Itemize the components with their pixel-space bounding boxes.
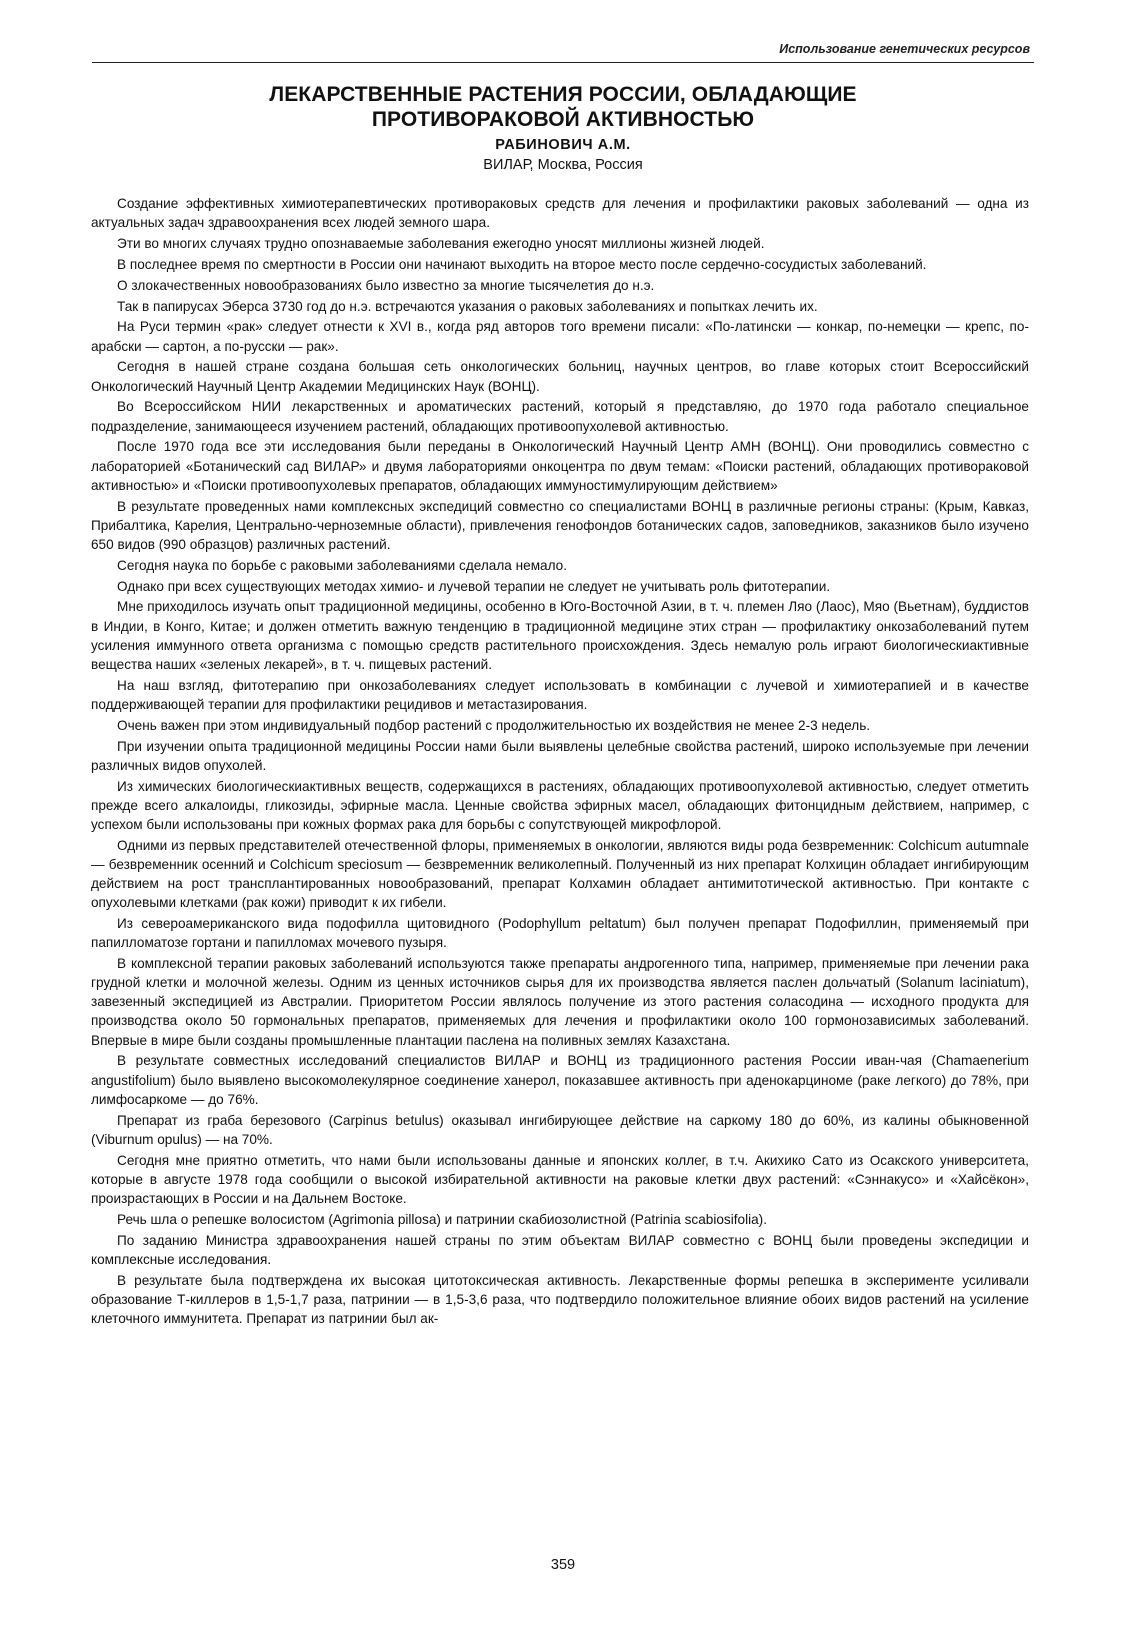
paragraph: Сегодня мне приятно отметить, что нами были использованы данные и японских коллег, в т.ч. Акихико Сато из Осакского университета, которые в августе 1978 года сообщили о высокой избирательной активности на раковые клетки двух растений: «Сэннакусо» и «Хайсёкон», произрастающих в России и на Дальнем Востоке. xyxy=(91,1152,1029,1206)
page-number: 359 xyxy=(550,1557,576,1573)
paragraph: Из североамериканского вида подофилла щитовидного (Podophyllum peltatum) был получен препарат Подофиллин, применяемый при папилломатозе гортани и папилломах мочевого пузыря. xyxy=(91,916,1029,951)
paragraph: На Руси термин «рак» следует отнести к XVI в., когда ряд авторов того времени писали: «По-латински — конкар, по-немецки — крепс, по-арабски — сартон, а по-русски — рак». xyxy=(91,319,1029,354)
paragraph: Препарат из граба березового (Carpinus betulus) оказывал ингибирующее действие на саркому 180 до 60%, из калины обыкновенной (Viburnum opulus) — на 70%. xyxy=(91,1112,1029,1147)
header-rule xyxy=(92,62,1034,63)
paragraph: Создание эффективных химиотерапевтических противораковых средств для лечения и профилактики раковых заболеваний — одна из актуальных задач здравоохранения всех людей земного шара. xyxy=(91,196,1029,231)
paragraph: По заданию Министра здравоохранения нашей страны по этим объектам ВИЛАР совместно с ВОНЦ были проведены экспедиции и комплексные исследования. xyxy=(91,1232,1029,1267)
paragraph: В результате совместных исследований специалистов ВИЛАР и ВОНЦ из традиционного растения России иван-чая (Chamaenerium angustifolium) было выявлено высокомолекулярное соединение ханерол, показавшее активность при аденокарциноме (раке легкого) до 78%, при лимфосаркоме — до 76%. xyxy=(91,1053,1029,1107)
paragraph: Речь шла о репешке волосистом (Agrimonia pillosa) и патринии скабиозолистной (Patrinia scabiosifolia). xyxy=(117,1211,767,1227)
paragraph: После 1970 года все эти исследования были переданы в Онкологический Научный Центр АМН (ВОНЦ). Они проводились совместно с лабораторией «Ботанический сад ВИЛАР» и двумя лабораториями онкоцентра по двум темам: «Поиски растений, обладающих противораковой активностью» и «Поиски противоопухолевых препаратов, обладающих иммуностимулирующим действием» xyxy=(91,439,1029,493)
paragraph: При изучении опыта традиционной медицины России нами были выявлены целебные свойства растений, широко используемые при лечении различных видов опухолей. xyxy=(91,738,1029,773)
running-header: Использование генетических ресурсов xyxy=(779,42,1030,56)
paragraph: Мне приходилось изучать опыт традиционной медицины, особенно в Юго-Восточной Азии, в т. ч. племен Ляо (Лаос), Мяо (Вьетнам), буддистов в Индии, в Конго, Китае; и должен отметить важную тенденцию в традиционной медицине этих стран — профилактику онкозаболеваний путем усиления иммунного ответа организма с помощью средств растительного происхождения. Здесь немалую роль играют биологическиактивные вещества наших «зеленых лекарей», в т. ч. пищевых растений. xyxy=(91,599,1029,672)
paragraph: Эти во многих случаях трудно опознаваемые заболевания ежегодно уносят миллионы жизней людей. xyxy=(117,236,765,251)
paragraph: На наш взгляд, фитотерапию при онкозаболеваниях следует использовать в комбинации с лучевой и химиотерапией и в качестве поддерживающей терапии для профилактики рецидивов и метастазирования. xyxy=(91,677,1029,712)
paragraph: О злокачественных новообразованиях было известно за многие тысячелетия до н.э. xyxy=(117,277,655,293)
paragraph: Очень важен при этом индивидуальный подбор растений с продолжительностью их воздействия не менее 2-3 недель. xyxy=(117,717,871,733)
paragraph: Так в папирусах Эберса 3730 год до н.э. встречаются указания о раковых заболеваниях и попытках лечить их. xyxy=(117,298,818,314)
paragraph: Одними из первых представителей отечественной флоры, применяемых в онкологии, являются виды рода безвременник: Colchicum autumnale — безвременник осенний и Colchicum speciosum — безвременник великолепный. Полученный из них препарат Колхицин обладает ингибирующим действием на рост трансплантированных новообразований, препарат Колхамин обладает антимитотической активностью. При контакте с опухолевыми клетками (рак кожи) приводит к их гибели. xyxy=(91,837,1029,911)
article-title xyxy=(100,82,1026,132)
paragraph: В результате проведенных нами комплексных экспедиций совместно со специалистами ВОНЦ в различные регионы страны: (Крым, Кавказ, Прибалтика, Карелия, Центрально-черноземные области), привлечения генофондов ботанических садов, заповедников, заказников было изучено 650 видов (990 образцов) различных растений. xyxy=(91,498,1029,552)
paragraph: В последнее время по смертности в России они начинают выходить на второе место после сердечно-сосудистых заболеваний. xyxy=(117,256,927,272)
paragraph: Из химических биологическиактивных веществ, содержащихся в растениях, обладающих противоопухолевой активностью, следует отметить прежде всего алкалоиды, гликозиды, эфирные масла. Ценные свойства эфирных масел, обладающих фитонцидным действием, например, с успехом были использованы при кожных формах рака для борьбы с сопутствующей микрофлорой. xyxy=(91,778,1029,832)
paragraph: Сегодня в нашей стране создана большая сеть онкологических больниц, научных центров, во главе которых стоит Всероссийский Онкологический Научный Центр Академии Медицинских Наук (ВОНЦ). xyxy=(91,359,1029,394)
paragraph: Однако при всех существующих методах химио- и лучевой терапии не следует не учитывать роль фитотерапии. xyxy=(117,578,831,594)
paragraph: В результате была подтверждена их высокая цитотоксическая активность. Лекарственные формы репешка в эксперименте усиливали образование Т-киллеров в 1,5-1,7 раза, патринии — в 1,5-3,6 раза, что подтвердило положительное влияние обоих видов растений на усиление клеточного иммунитета. Препарат из патринии был ак- xyxy=(91,1272,1029,1326)
author-affiliation: ВИЛАР, Москва, Россия xyxy=(483,157,643,173)
article-body xyxy=(91,194,1029,1330)
article-title-line-2: ПРОТИВОРАКОВОЙ АКТИВНОСТЬЮ xyxy=(371,108,755,131)
paragraph: Сегодня наука по борьбе с раковыми заболеваниями сделала немало. xyxy=(117,557,568,573)
author-name: РАБИНОВИЧ А.М. xyxy=(495,137,631,153)
paragraph: Во Всероссийском НИИ лекарственных и ароматических растений, который я представляю, до 1970 года работало специальное подразделение, занимающееся изучением растений, обладающих противоопухолевой активностью. xyxy=(91,399,1029,434)
article-title-line-1: ЛЕКАРСТВЕННЫЕ РАСТЕНИЯ РОССИИ, ОБЛАДАЮЩИЕ xyxy=(269,83,857,106)
paragraph: В комплексной терапии раковых заболеваний используются также препараты андрогенного типа, например, применяемые при лечении рака грудной клетки и молочной железы. Одним из ценных источников сырья для их производства является паслен дольчатый (Solanum laciniatum), завезенный экспедицией из Австралии. Приоритетом России являлось получение из этого растения соласодина — исходного продукта для производства около 50 гормональных препаратов, применяемых для лечения и профилактики около 100 гормонозависимых заболеваний. Впервые в мире были созданы промышленные плантации паслена на поливных землях Казахстана. xyxy=(91,956,1029,1048)
